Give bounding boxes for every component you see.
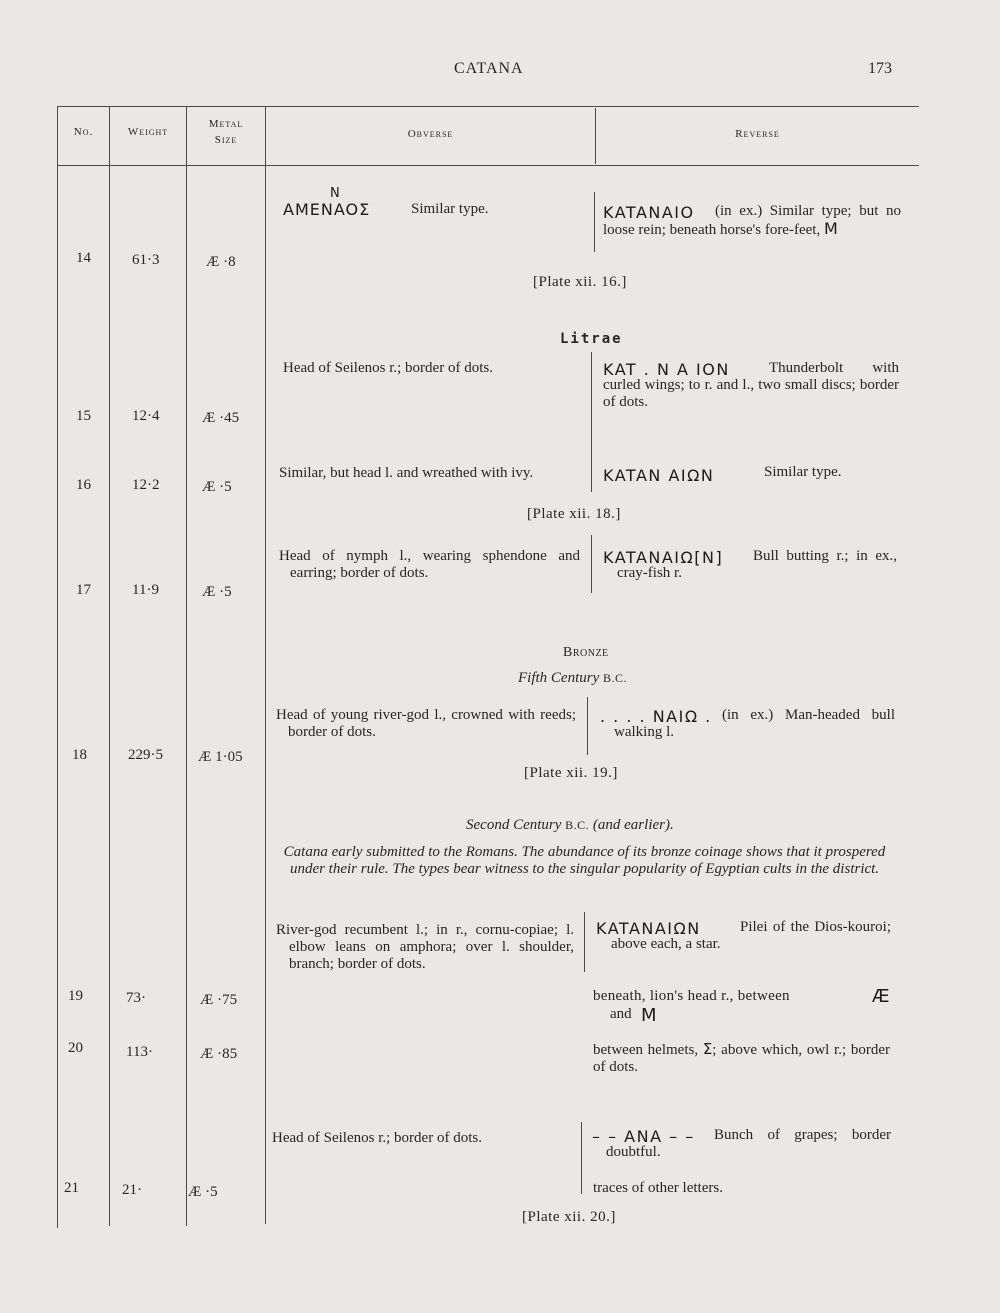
col-header-reverse: Reverse (735, 128, 780, 140)
column-rule-metal (186, 106, 187, 1226)
row-14-obverse-legend: AMEΝAOΣ (283, 200, 371, 219)
row-15-divider (591, 352, 592, 492)
row-17-obverse: Head of nymph l., wearing sphendone and earring; border of dots. (279, 548, 580, 581)
row-18-divider (587, 697, 588, 755)
row-15-obverse: Head of Seilenos r.; border of dots. (283, 360, 493, 376)
row-14-obverse-legend-mark: N (330, 186, 342, 201)
row-15-reverse-legend: KAT . N A ION (603, 360, 730, 379)
monogram-ae: Æ (872, 986, 890, 1007)
col-header-size: Size (214, 134, 238, 146)
column-rule-weight (109, 106, 110, 1226)
row-19-number: 19 (68, 988, 83, 1004)
row-18-reverse-legend: . . . . NAIΩ . (600, 707, 712, 726)
row-21-obverse: Head of Seilenos r.; border of dots. (272, 1130, 482, 1146)
row-14-weight: 61·3 (132, 252, 160, 268)
row-16-number: 16 (76, 477, 91, 493)
row-16-reverse-text: Similar type. (764, 464, 842, 480)
col-header-obverse: Obverse (407, 128, 454, 140)
row-16-obverse: Similar, but head l. and wreathed with ivy. (279, 465, 534, 481)
row-16-reverse-legend: KATAN AIΩN (603, 466, 715, 485)
row-21-reverse-text-2: traces of other letters. (593, 1180, 723, 1196)
row-20-weight: 113· (126, 1044, 153, 1060)
row-14-number: 14 (76, 250, 91, 266)
column-rule-obverse (265, 106, 266, 1224)
row-21-weight: 21· (122, 1182, 142, 1198)
row-15-weight: 12·4 (132, 408, 160, 424)
row-19-reverse-text: Pilei of the Dios-kouroi; above each, a star. (611, 919, 891, 952)
row-19-reverse-legend: KATANAIΩN (596, 919, 701, 938)
row-14-reverse-text: (in ex.) Similar type; but no loose rein; beneath horse's fore-feet, M (603, 203, 901, 238)
row-16-metal-size: Æ ·5 (202, 479, 232, 495)
row-21-reverse-legend: – – ANA – – (592, 1127, 695, 1146)
row-17-number: 17 (76, 582, 91, 598)
row-18-number: 18 (72, 747, 87, 763)
section-litrae: Litrae (560, 331, 623, 347)
row-14-obverse-text: Similar type. (411, 201, 489, 217)
column-rule-left (57, 106, 58, 1228)
row-14-divider (594, 192, 595, 252)
row-17-reverse-legend: KATANAIΩ[N] (603, 548, 724, 567)
row-16-weight: 12·2 (132, 477, 160, 493)
subsection-second-century: Second Century B.C. (and earlier). (466, 817, 674, 833)
row-17-reverse-text: Bull butting r.; in ex., cray-fish r. (617, 548, 897, 581)
monogram-m: M (641, 1005, 657, 1026)
row-20-number: 20 (68, 1040, 83, 1056)
horse-monogram: M (823, 219, 838, 238)
row-19-reverse-text: beneath, lion's head r., between (593, 988, 790, 1004)
row-19-obverse: River-god recumbent l.; in r., cornu-copiae; l. elbow leans on amphora; over l. shoulder, branch; border of dots. (276, 922, 574, 972)
row-18-reverse-text: (in ex.) Man-headed bull walking l. (614, 707, 895, 740)
row-19-divider (584, 912, 585, 972)
row-21-reverse-text: Bunch of grapes; border doubtful. (606, 1127, 891, 1160)
section-bronze: Bronze (563, 645, 609, 660)
row-20-reverse-text: between helmets, Σ; above which, owl r.; border of dots. (593, 1040, 890, 1075)
row-15-reverse-text: Thunderbolt with curled wings; to r. and l., two small discs; border of dots. (603, 360, 899, 410)
row-20-metal-size: Æ ·85 (200, 1046, 238, 1062)
row-18-obverse: Head of young river-god l., crowned with reeds; border of dots. (276, 707, 576, 740)
row-15-number: 15 (76, 408, 91, 424)
sigma-mark: Σ (702, 1040, 713, 1058)
row-18-plate: [Plate xii. 19.] (524, 765, 618, 781)
col-header-weight: Weight (127, 126, 169, 138)
page-title: CATANA (454, 60, 524, 77)
page-number: 173 (868, 60, 892, 77)
subsection-fifth-century: Fifth Century B.C. (518, 670, 628, 686)
col-header-metal: Metal (208, 118, 244, 130)
row-15-metal-size: Æ ·45 (202, 410, 240, 426)
row-17-weight: 11·9 (132, 582, 159, 598)
historical-note: Catana early submitted to the Romans. The abundance of its bronze coinage shows that it prospered under their rule. The types bear witness to the singular popularity of Egyptian cults in the district. (283, 844, 886, 877)
row-19-weight: 73· (126, 990, 146, 1006)
row-14-metal-size: Æ ·8 (206, 254, 236, 270)
row-19-and: and (610, 1006, 632, 1022)
row-17-metal-size: Æ ·5 (202, 584, 232, 600)
row-17-divider (591, 535, 592, 593)
row-19-metal-size: Æ ·75 (200, 992, 238, 1008)
row-14-reverse-legend: KATANAIO (603, 203, 695, 222)
row-21-plate: [Plate xii. 20.] (522, 1209, 616, 1225)
row-18-weight: 229·5 (128, 747, 163, 763)
row-21-metal-size: Æ ·5 (188, 1184, 218, 1200)
row-21-number: 21 (64, 1180, 79, 1196)
row-21-divider (581, 1122, 582, 1194)
row-16-plate: [Plate xii. 18.] (527, 506, 621, 522)
row-14-plate: [Plate xii. 16.] (533, 274, 627, 290)
row-18-metal-size: Æ 1·05 (198, 749, 243, 765)
col-header-no: No. (73, 126, 94, 138)
